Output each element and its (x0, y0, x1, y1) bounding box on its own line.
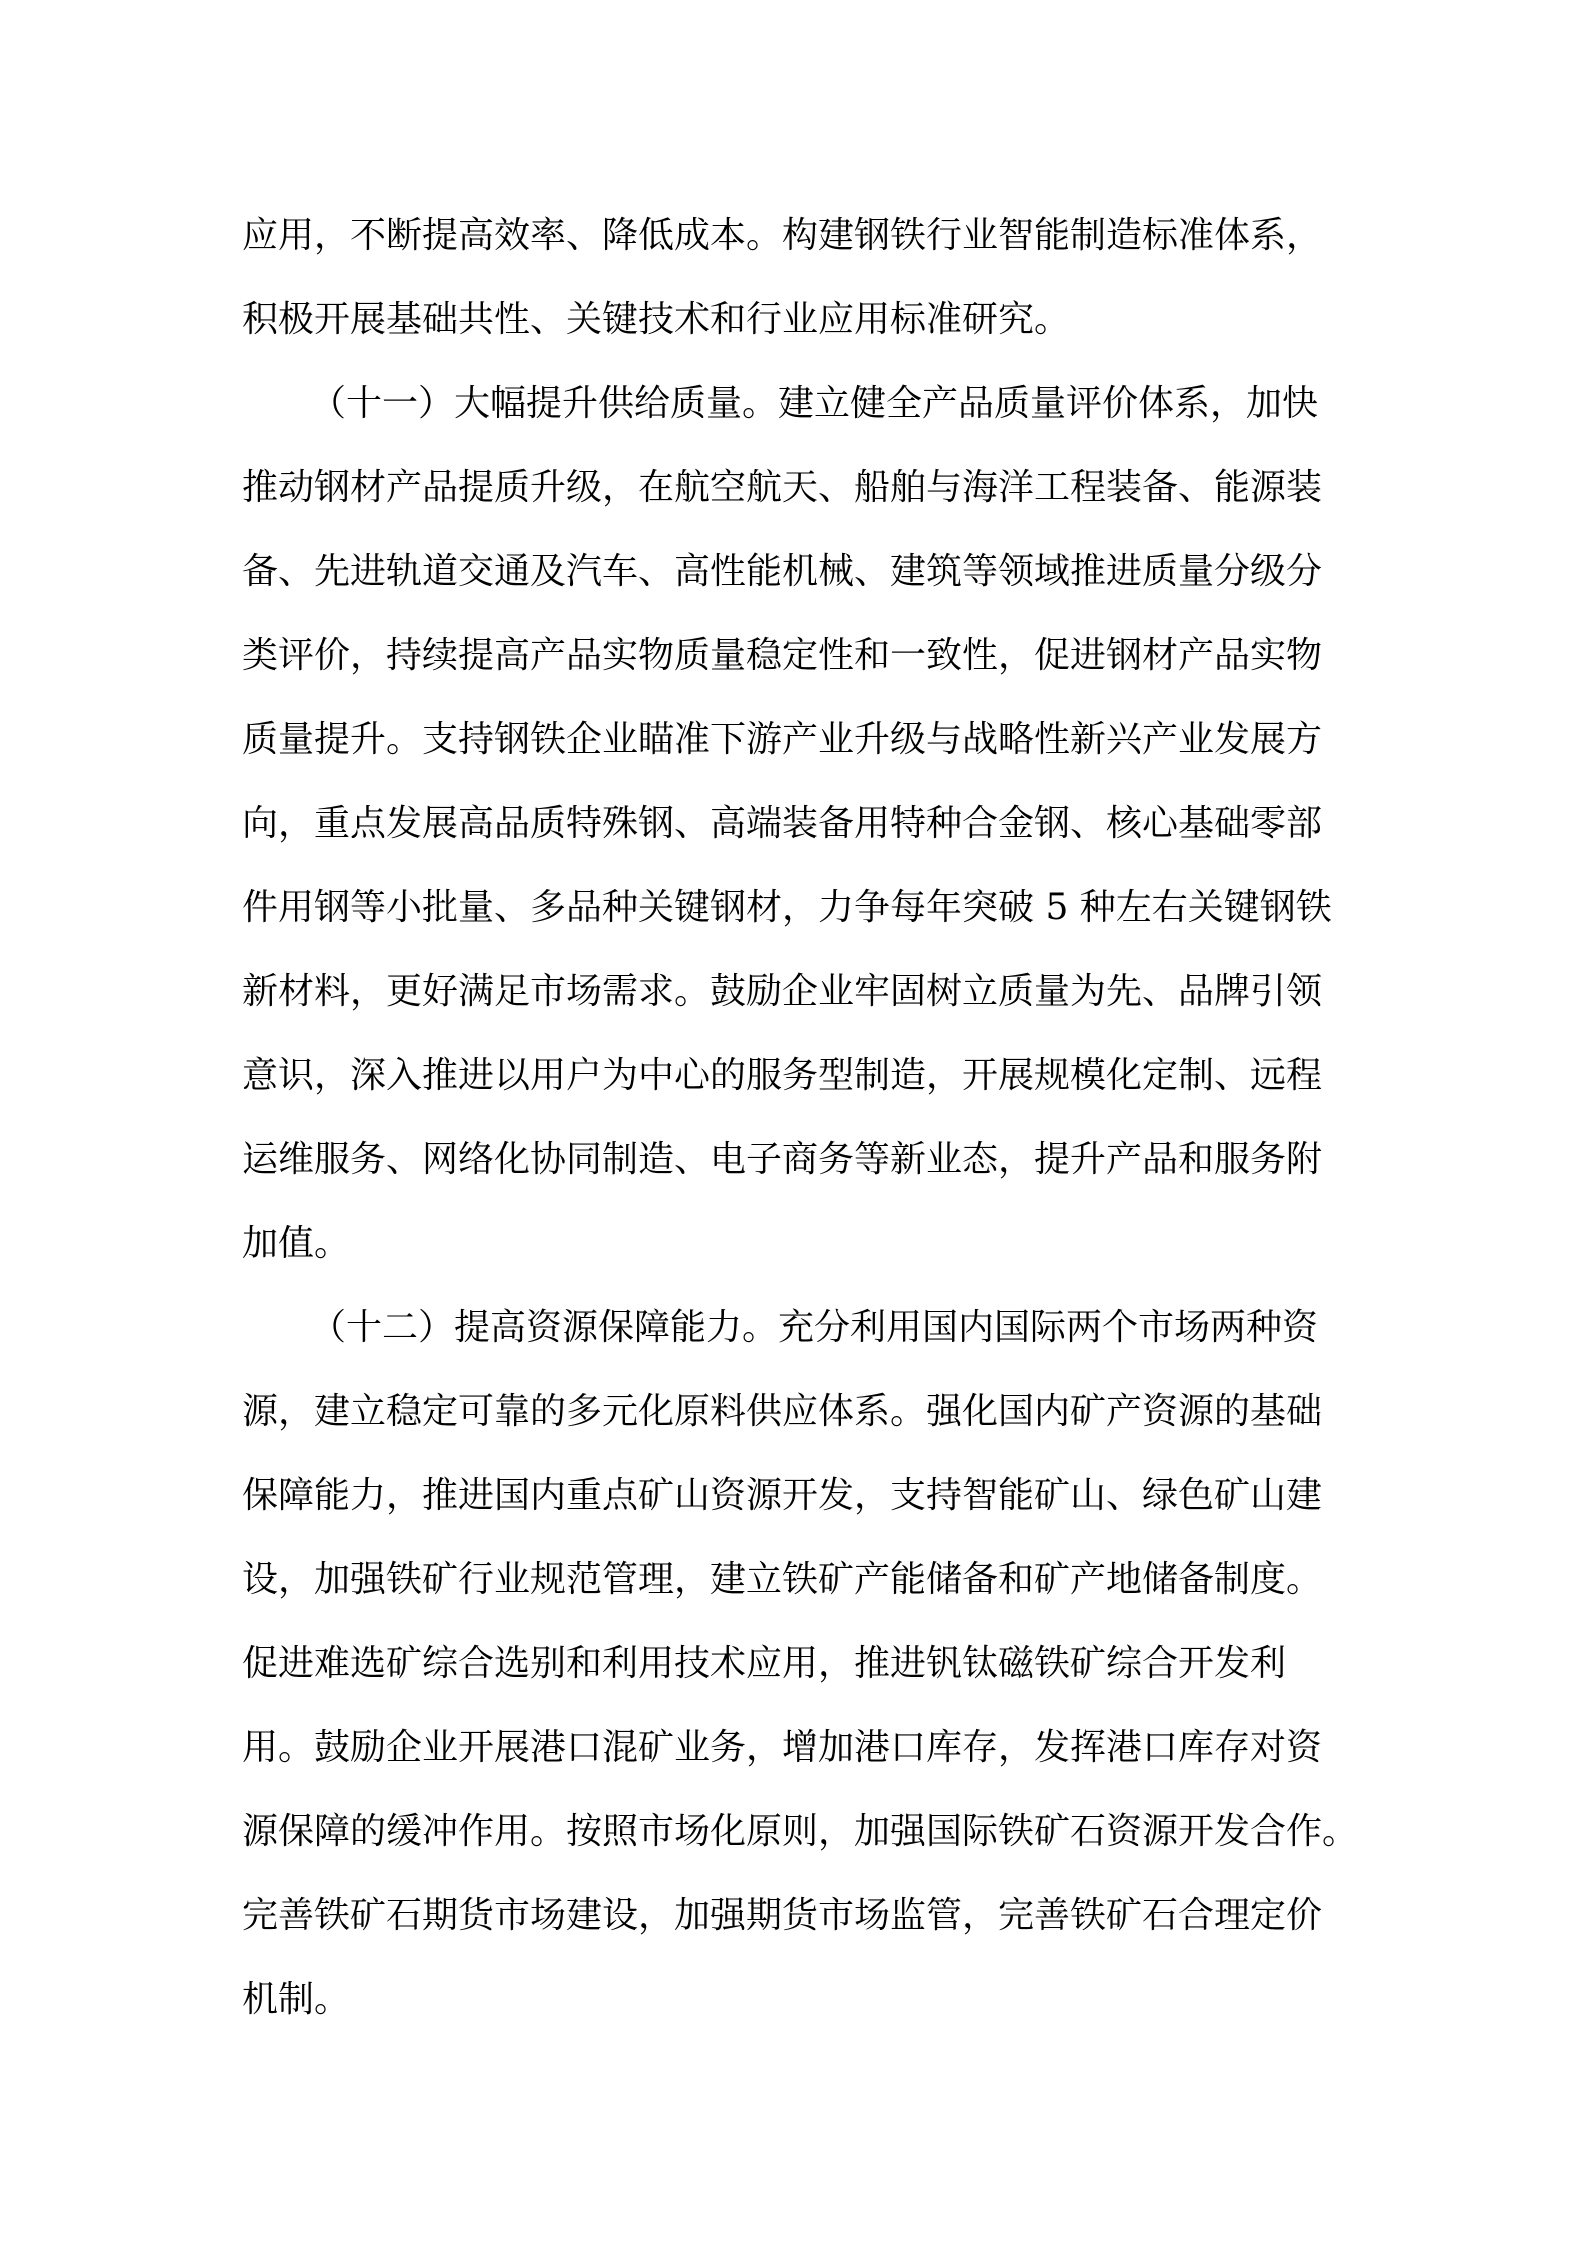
text-line: 新材料，更好满足市场需求。鼓励企业牢固树立质量为先、品牌引领 (242, 971, 1323, 1012)
text-line: 向，重点发展高品质特殊钢、高端装备用特种合金钢、核心基础零部 (242, 803, 1323, 844)
text-line: 用。鼓励企业开展港口混矿业务，增加港口库存，发挥港口库存对资 (242, 1727, 1323, 1768)
text-line: 意识，深入推进以用户为中心的服务型制造，开展规模化定制、远程 (242, 1055, 1323, 1096)
text-line: 类评价，持续提高产品实物质量稳定性和一致性，促进钢材产品实物 (242, 635, 1323, 676)
paragraph-heading-line: （十二）提高资源保障能力。充分利用国内国际两个市场两种资 (310, 1307, 1319, 1348)
text-line: 促进难选矿综合选别和利用技术应用，推进钒钛磁铁矿综合开发利 (242, 1643, 1287, 1684)
text-line: 应用，不断提高效率、降低成本。构建钢铁行业智能制造标准体系， (242, 215, 1323, 256)
text-line: 源保障的缓冲作用。按照市场化原则，加强国际铁矿石资源开发合作。 (242, 1811, 1359, 1852)
paragraph-heading-line: （十一）大幅提升供给质量。建立健全产品质量评价体系，加快 (310, 383, 1319, 424)
text-line: 完善铁矿石期货市场建设，加强期货市场监管，完善铁矿石合理定价 (242, 1895, 1323, 1936)
text-line: 推动钢材产品提质升级，在航空航天、船舶与海洋工程装备、能源装 (242, 467, 1323, 508)
text-line: 加值。 (242, 1223, 351, 1264)
text-line: 保障能力，推进国内重点矿山资源开发，支持智能矿山、绿色矿山建 (242, 1475, 1323, 1516)
text-line: 备、先进轨道交通及汽车、高性能机械、建筑等领域推进质量分级分 (242, 551, 1323, 592)
text-line: 运维服务、网络化协同制造、电子商务等新业态，提升产品和服务附 (242, 1139, 1323, 1180)
text-line: 积极开展基础共性、关键技术和行业应用标准研究。 (242, 299, 1071, 340)
text-line: 件用钢等小批量、多品种关键钢材，力争每年突破 5 种左右关键钢铁 (242, 887, 1332, 928)
text-line: 质量提升。支持钢铁企业瞄准下游产业升级与战略性新兴产业发展方 (242, 719, 1323, 760)
text-line: 设，加强铁矿行业规范管理，建立铁矿产能储备和矿产地储备制度。 (242, 1559, 1323, 1600)
text-line: 机制。 (242, 1979, 351, 2020)
text-line: 源，建立稳定可靠的多元化原料供应体系。强化国内矿产资源的基础 (242, 1391, 1323, 1432)
